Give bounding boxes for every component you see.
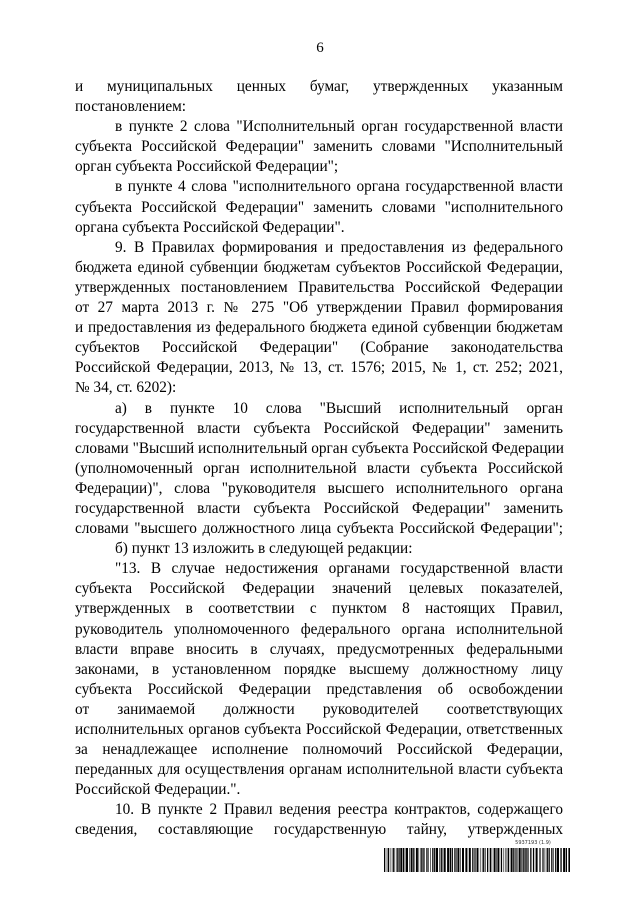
text-line: утвержденных постановлением Правительства Российской Федерации [75,278,563,296]
document-code: 5937193 (1.9) [515,840,551,846]
barcode [384,848,570,872]
text-line: сведения, составляющие государственную тайну, утвержденных [75,821,563,839]
text-line: органа субъекта Российской Федерации". [75,218,345,236]
text-line: орган субъекта Российской Федерации"; [75,158,339,176]
text-line: (уполномоченный орган исполнительной власти субъекта Российской [75,459,563,477]
text-line: государственной власти субъекта Российской Федерации" заменить [75,499,563,517]
text-line: субъекта Российской Федерации значений целевых показателей, [75,580,563,598]
text-line: субъекта Российской Федерации" заменить словами "исполнительного [75,198,563,216]
text-line: Федерации)", слова "руководителя высшего исполнительного органа [75,479,563,497]
text-line: власти вправе вносить в случаях, предусмотренных федеральными [75,640,563,658]
text-line: и муниципальных ценных бумаг, утвержденных указанным [75,78,563,95]
text-line: исполнительных органов субъекта Российской Федерации, ответственных [75,721,563,738]
page-number: 6 [316,40,324,56]
text-line: субъекта Российской Федерации" заменить словами "Исполнительный [75,138,563,156]
text-line: "13. В случае недостижения органами государственной власти [115,560,563,578]
text-line: словами "высшего должностного лица субъекта Российской Федерации"; [75,520,563,538]
text-line: Российской Федерации.". [75,781,241,799]
text-line: утвержденных в соответствии с пунктом 8 настоящих Правил, [75,600,563,618]
text-line: субъектов Российской Федерации" (Собрание законодательства [75,339,563,357]
text-line: в пункте 2 слова "Исполнительный орган государственной власти [115,118,563,136]
text-line: 10. В пункте 2 Правил ведения реестра контрактов, содержащего [115,801,563,819]
text-line: руководитель уполномоченного федерального органа исполнительной [75,620,563,638]
text-line: постановлением: [75,98,187,116]
text-line: государственной власти субъекта Российской Федерации" заменить [75,419,563,437]
text-line: № 34, ст. 6202): [75,379,177,397]
document-body [75,77,563,841]
text-line: бюджета единой субвенции бюджетам субъектов Российской Федерации, [75,258,563,276]
text-line: Российской Федерации, 2013, № 13, ст. 1576; 2015, № 1, ст. 252; 2021, [75,359,563,377]
text-line: от 27 марта 2013 г. № 275 "Об утверждении Правил формирования [75,299,563,317]
text-line: словами "Высший исполнительный орган субъекта Российской Федерации [75,439,564,457]
text-line: переданных для осуществления органам исполнительной власти субъекта [75,761,563,779]
text-line: законами, в установленном порядке высшему должностному лицу [75,660,563,678]
text-line: 9. В Правилах формирования и предоставления из федерального [115,238,563,256]
text-line: субъекта Российской Федерации представления об освобождении [75,680,563,698]
text-line: за ненадлежащее исполнение полномочий Российской Федерации, [75,741,563,759]
text-line: и предоставления из федерального бюджета единой субвенции бюджетам [75,319,563,337]
text-line: б) пункт 13 изложить в следующей редакции: [115,540,413,558]
text-line: в пункте 4 слова "исполнительного органа государственной власти [115,178,563,196]
text-line: а) в пункте 10 слова "Высший исполнительный орган [115,399,563,417]
text-line: от занимаемой должности руководителей соответствующих [75,700,563,718]
